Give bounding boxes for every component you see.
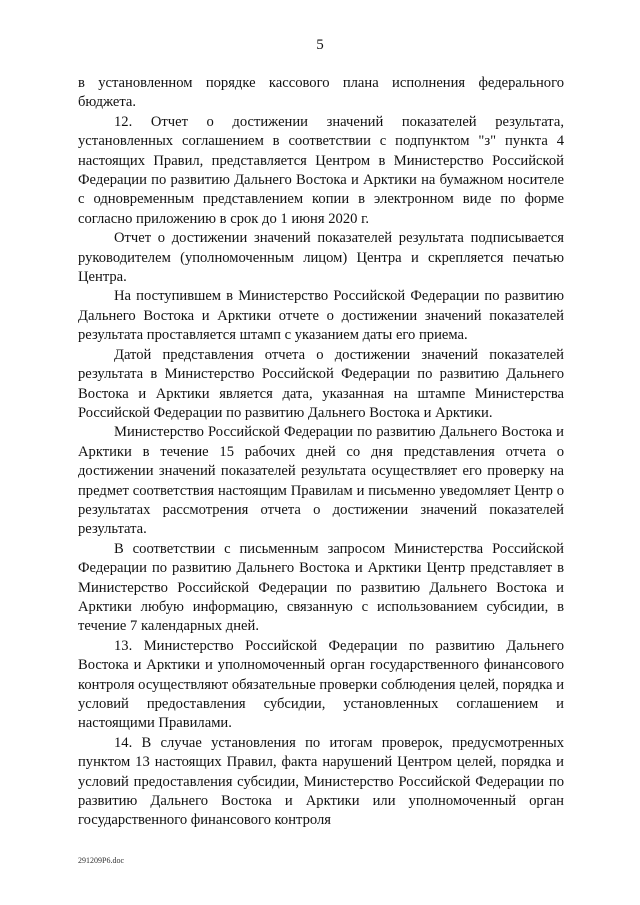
paragraph-item-12: 12. Отчет о достижении значений показателей результата, установленных соглашением в соответствии с подпунктом "з" пункта 4 настоящих Правил, представляется Центром в Министерство Российской Федерации по развитию Дальнего Востока и Арктики на бумажном носителе с одновременным представлением копии в электронном виде по форме согласно приложению в срок до 1 июня 2020 г. xyxy=(78,113,564,227)
paragraph-information-request: В соответствии с письменным запросом Министерства Российской Федерации по развитию Дальнего Востока и Арктики Центр представляет в Министерство Российской Федерации по развитию Дальнего Востока и Арктики любую информацию, связанную с использованием субсидии, в течение 7 календарных дней. xyxy=(78,540,564,635)
page-number: 5 xyxy=(316,37,324,53)
paragraph-item-13: 13. Министерство Российской Федерации по развитию Дальнего Востока и Арктики и уполномоченный орган государственного финансового контроля осуществляют обязательные проверки соблюдения целей, порядка и условий предоставления субсидии, установленных соглашением и настоящими Правилами. xyxy=(78,637,564,732)
paragraph-item-14: 14. В случае установления по итогам проверок, предусмотренных пунктом 13 настоящих Правил, факта нарушений Центром целей, порядка и условий предоставления субсидии, Министерство Российской Федерации по развитию Дальнего Востока и Арктики или уполномоченный орган государственного финансового контроля xyxy=(78,734,564,829)
paragraph-continuation: в установленном порядке кассового плана исполнения федерального бюджета. xyxy=(78,75,564,111)
paragraph-report-signing: Отчет о достижении значений показателей результата подписывается руководителем (уполномоченным лицом) Центра и скрепляется печатью Центра. xyxy=(78,230,564,286)
paragraph-report-stamp: На поступившем в Министерство Российской Федерации по развитию Дальнего Востока и Арктики отчете о достижении значений показателей результата проставляется штамп с указанием даты его приема. xyxy=(78,288,564,344)
document-body xyxy=(78,74,564,831)
paragraph-report-review: Министерство Российской Федерации по развитию Дальнего Востока и Арктики в течение 15 рабочих дней со дня представления отчета о достижении значений показателей результата осуществляет его проверку на предмет соответствия настоящим Правилам и письменно уведомляет Центр о результатах рассмотрения отчета о достижении значений показателей результата. xyxy=(78,424,564,538)
document-file-code: 291209Р6.doc xyxy=(78,856,124,865)
paragraph-report-date: Датой представления отчета о достижении значений показателей результата в Министерство Российской Федерации по развитию Дальнего Востока и Арктики является дата, указанная на штампе Министерства Российской Федерации по развитию Дальнего Востока и Арктики. xyxy=(78,346,564,421)
